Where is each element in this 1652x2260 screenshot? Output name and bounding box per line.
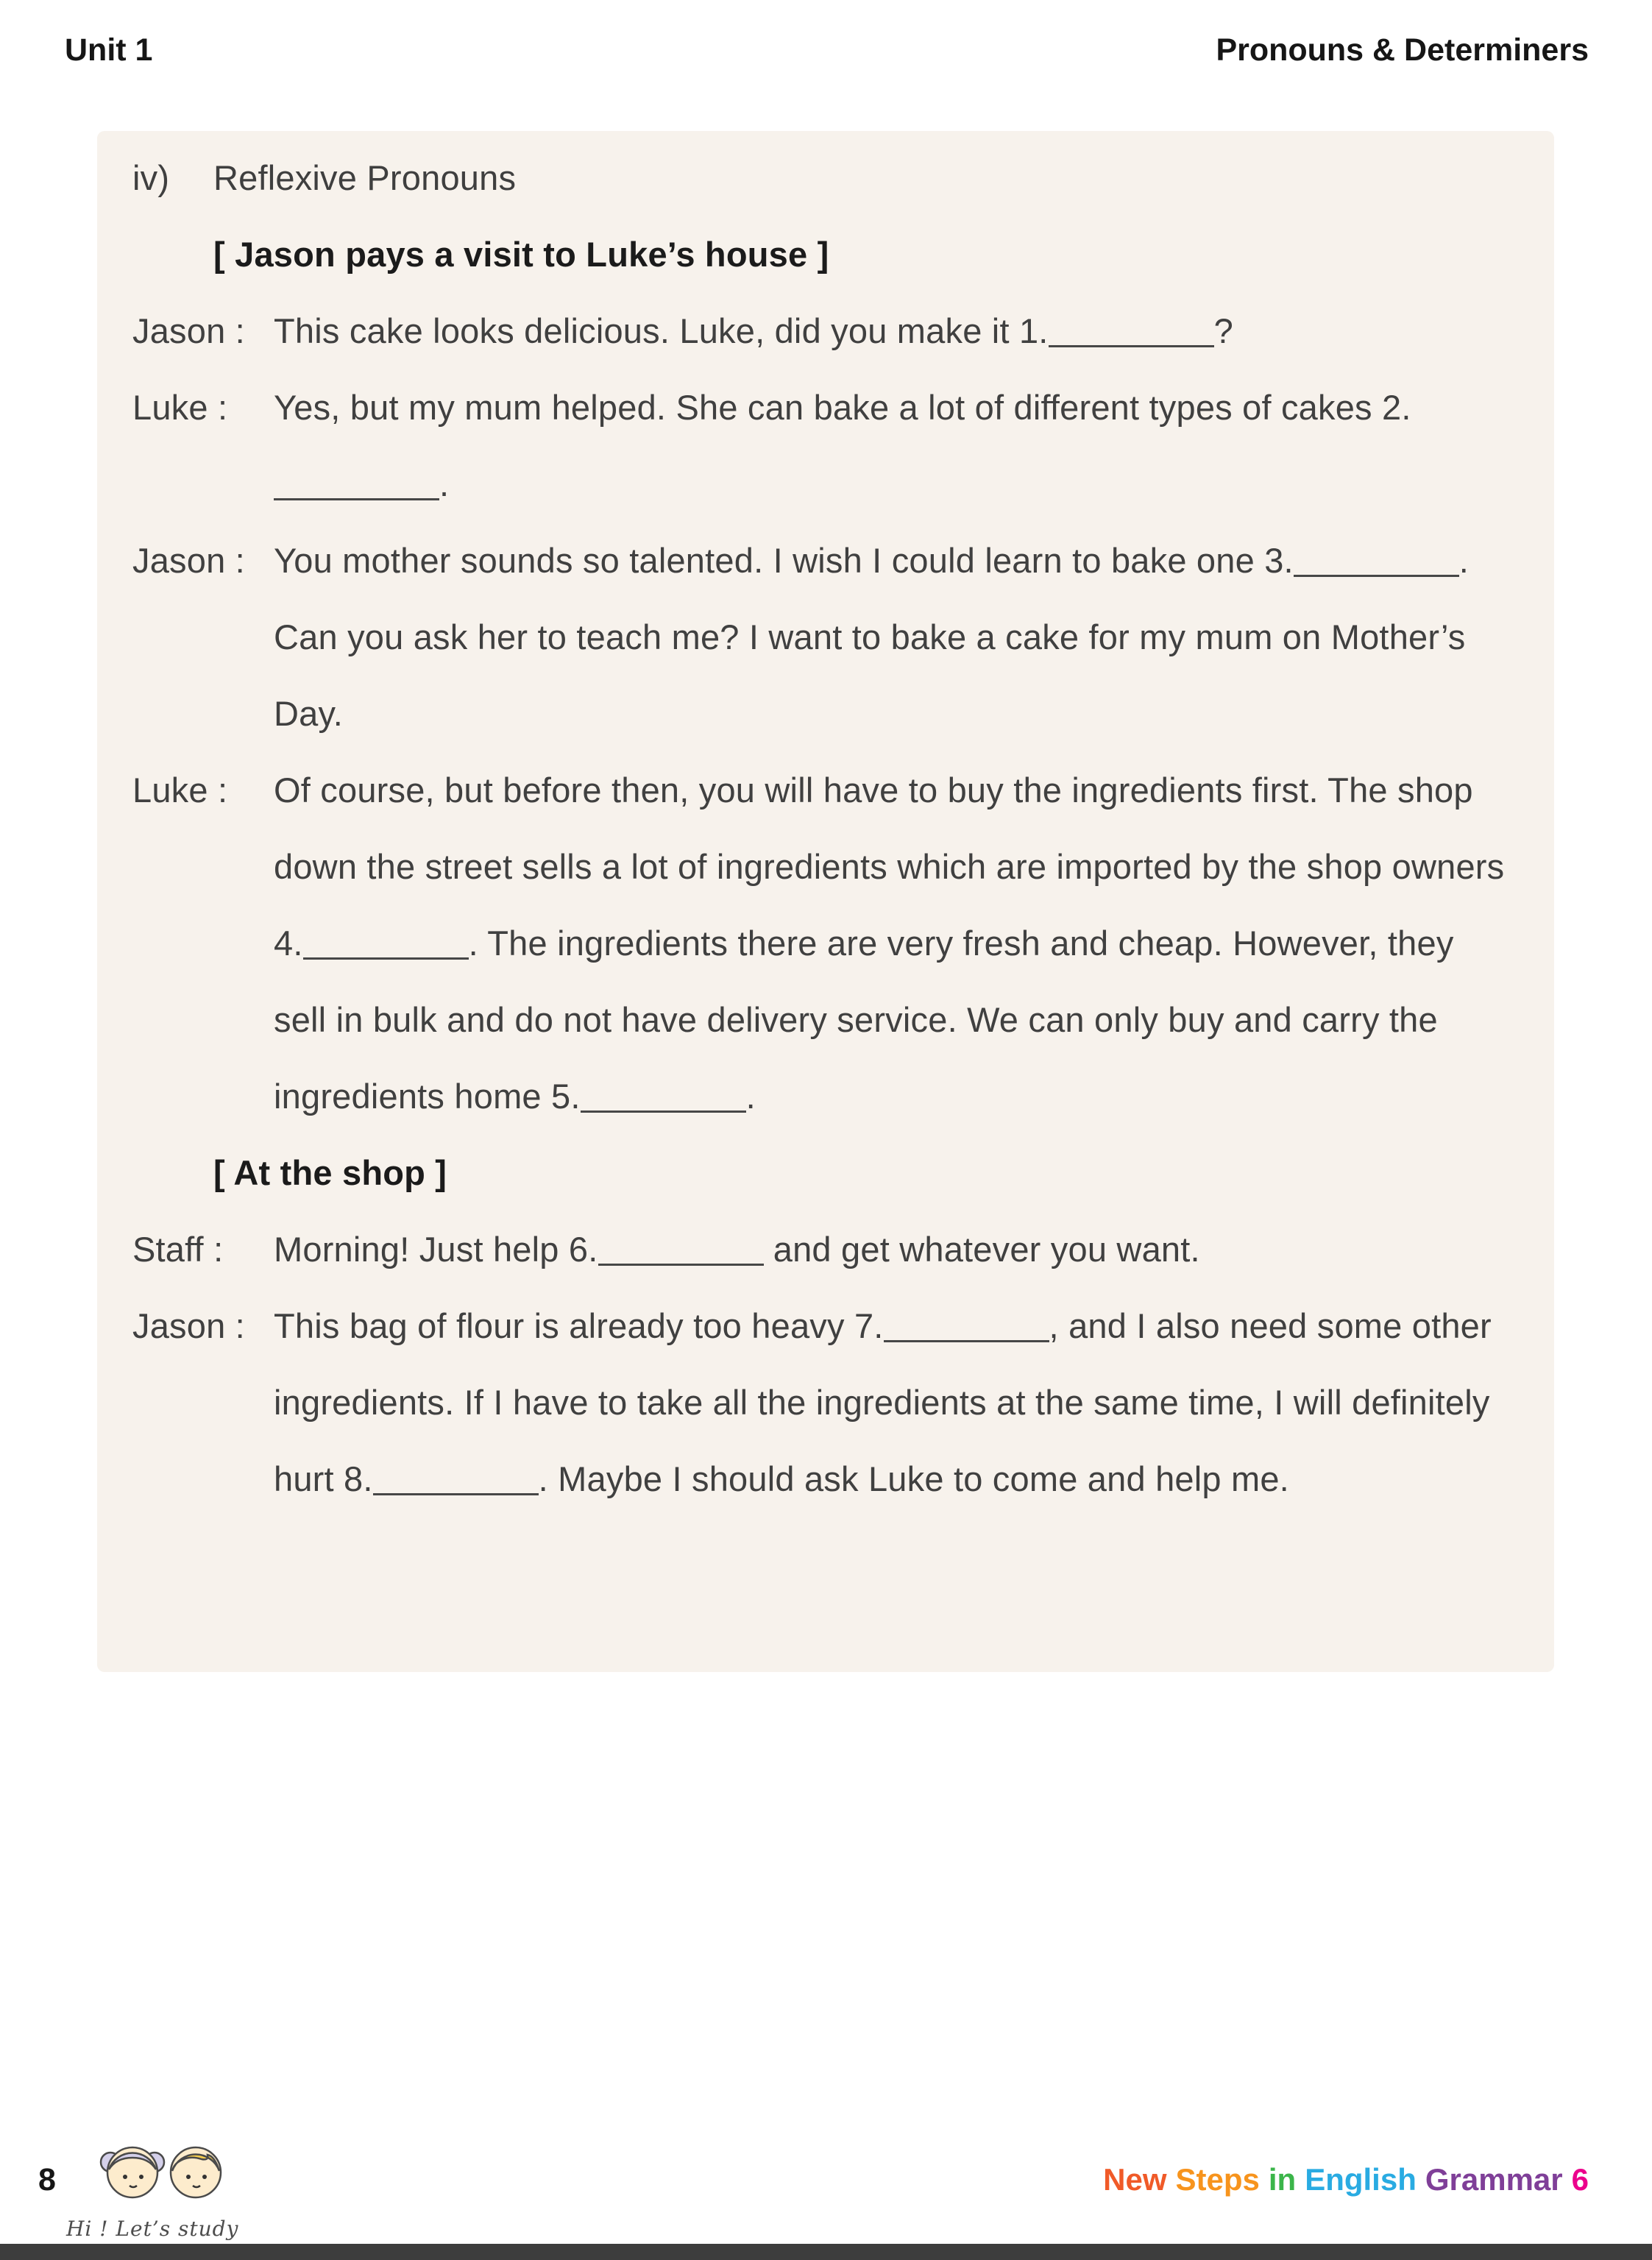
speaker-label: Jason : <box>132 541 245 580</box>
dialogue-row <box>132 293 1510 369</box>
section-title: Reflexive Pronouns <box>213 158 517 197</box>
dialogue-blocks <box>132 216 1510 1517</box>
page-header <box>65 32 1589 68</box>
dialogue-row <box>132 523 1510 752</box>
answer-blank <box>303 952 469 960</box>
speaker-label: Luke : <box>132 771 228 810</box>
answer-blank <box>274 493 439 500</box>
dialogue-row <box>132 369 1510 523</box>
answer-blank <box>373 1488 539 1495</box>
mascot-kids-icon <box>94 2125 234 2214</box>
unit-label: Unit 1 <box>65 32 153 68</box>
book-title <box>1103 2162 1589 2197</box>
speech-text: You mother sounds so talented. I wish I could learn to bake one 3. . Can you ask her to teach me? I want to bake a cake for my mum on Mother’s Day. <box>274 541 1470 733</box>
section-heading <box>132 140 1510 216</box>
speech-text: Of course, but before then, you will have to buy the ingredients first. The shop down the street sells a lot of ingredients which are imported by the shop owners 4. . The ingredients there are very fresh and cheap. However, they sell in bulk and do not have delivery service. We can only buy and carry the ingredients home 5. . <box>274 771 1505 1116</box>
book-title-word: English <box>1305 2162 1417 2197</box>
mascot-caption: Hi ! Let’s study <box>66 2217 239 2241</box>
answer-blank <box>1049 340 1214 347</box>
page-number: 8 <box>38 2162 56 2197</box>
book-title-word: 6 <box>1571 2162 1589 2197</box>
scene-heading: [ At the shop ] <box>213 1153 447 1192</box>
speech-text: This cake looks delicious. Luke, did you make it 1. ? <box>274 311 1233 350</box>
speech-text: Morning! Just help 6. and get whatever you want. <box>274 1230 1200 1269</box>
answer-blank <box>598 1258 764 1266</box>
topic-label: Pronouns & Determiners <box>1216 32 1589 68</box>
speech-text: Yes, but my mum helped. She can bake a lot of different types of cakes 2.. <box>274 388 1411 503</box>
dialogue-row <box>132 1288 1510 1517</box>
speaker-label: Jason : <box>132 311 245 350</box>
section-number: iv) <box>132 158 170 197</box>
scene-heading: [ Jason pays a visit to Luke’s house ] <box>213 235 829 274</box>
speaker-label: Luke : <box>132 388 228 427</box>
dialogue-row <box>132 752 1510 1135</box>
speaker-label: Staff : <box>132 1230 224 1269</box>
speech-text: This bag of flour is already too heavy 7. , and I also need some other ingredients. If I have to take all the ingredients at the same time, I will definitely hurt 8. . Maybe I should ask Luke to come and help me. <box>274 1306 1492 1498</box>
dialogue-row <box>132 1211 1510 1288</box>
answer-blank <box>1294 570 1459 577</box>
book-title-word: Grammar <box>1425 2162 1563 2197</box>
book-title-word: Steps <box>1175 2162 1260 2197</box>
answer-blank <box>884 1335 1049 1342</box>
speaker-label: Jason : <box>132 1306 245 1345</box>
mascot-illustration <box>94 2125 234 2217</box>
book-title-word: in <box>1268 2162 1297 2197</box>
page-bottom-bar <box>0 2244 1652 2260</box>
exercise-box <box>97 131 1554 1672</box>
book-title-word: New <box>1103 2162 1167 2197</box>
answer-blank <box>581 1105 746 1113</box>
